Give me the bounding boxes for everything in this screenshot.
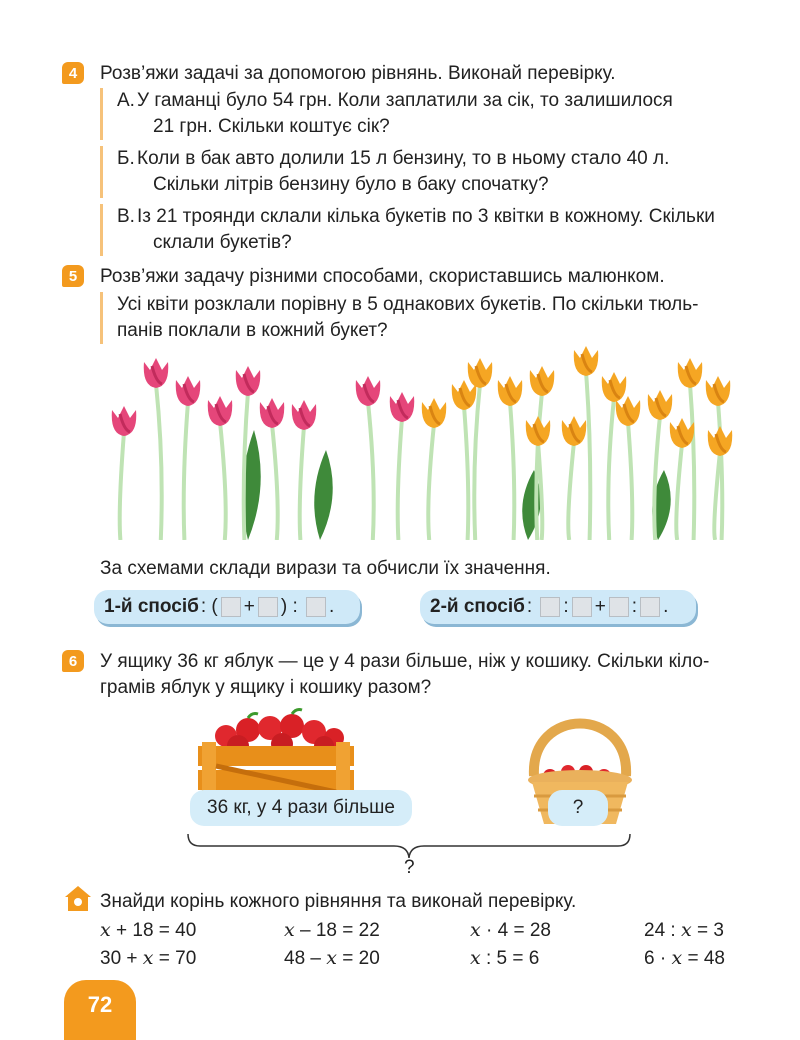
item-label: В. [117,206,135,227]
equation: 6 · x = 48 [644,947,725,969]
yellow-tulip [602,372,627,540]
task-4-badge: 4 [62,62,84,84]
page-number: 72 [64,980,136,1040]
scheme-label: 2-й спосіб [430,596,525,617]
item-text: У гаманці було 54 грн. Коли заплатили за сік, то залишилося [137,90,673,111]
pink-tulip [260,398,285,540]
yellow-tulip [468,358,493,540]
item-label: А. [117,90,135,111]
task-5-line: панів поклали в кожний букет? [117,320,388,341]
crate-label: 36 кг, у 4 рази більше [190,790,412,826]
total-brace [186,832,632,860]
tulip-leaf [314,450,333,540]
item-text: Скільки літрів бензину було в баку спочатку? [153,174,549,195]
item-text: Коли в бак авто долили 15 л бензину, то в ньому стало 40 л. [137,148,670,169]
equation: 48 – x = 20 [284,947,380,969]
blank-box[interactable] [221,597,241,617]
equation: 30 + x = 70 [100,947,197,969]
home-task-icon [64,884,92,912]
tulips-illustration [98,340,748,540]
task-4-title: Розв’яжи задачі за допомогою рівнянь. Виконай перевірку. [100,63,616,84]
yellow-tulip [498,376,523,540]
task-4-item-b [100,146,748,198]
equation: x · 4 = 28 [470,919,551,941]
task-5-badge: 5 [62,265,84,287]
task-5-text [100,292,748,344]
scheme-way-2: 2-й спосіб : : + : . [420,590,696,624]
pink-tulip [390,392,415,540]
yellow-tulip [562,416,587,540]
blank-box[interactable] [609,597,629,617]
pink-tulip [144,358,169,540]
equation: 24 : x = 3 [644,919,724,941]
blank-box[interactable] [640,597,660,617]
pink-tulip [208,396,233,540]
scheme-way-1: 1-й спосіб : ( + ) : . [94,590,360,624]
item-text: Із 21 троянди склали кілька букетів по 3 квітки в кожному. Скільки [137,206,715,227]
pink-tulip [176,376,201,540]
equation: x : 5 = 6 [470,947,540,969]
task-5-line: Усі квіти розклали порівну в 5 однакових букетів. По скільки тюль- [117,294,699,315]
pink-tulip [356,376,381,540]
task-4-item-v [100,204,748,256]
blank-box[interactable] [572,597,592,617]
task-6-badge: 6 [62,650,84,672]
blank-box[interactable] [540,597,560,617]
blank-box[interactable] [306,597,326,617]
task-6-line-1: У ящику 36 кг яблук — це у 4 рази більше, ніж у кошику. Скільки кіло- [100,651,710,672]
basket-label: ? [548,790,608,826]
equation: x – 18 = 22 [284,919,380,941]
task-5-instruction: За схемами склади вирази та обчисли їх значення. [100,558,551,579]
yellow-tulip [616,396,641,540]
equation: x + 18 = 40 [100,919,197,941]
item-text: склали букетів? [153,232,292,253]
task-5-title: Розв’яжи задачу різними способами, скориставшись малюнком. [100,266,665,287]
total-label: ? [404,857,415,878]
blank-box[interactable] [258,597,278,617]
pink-tulip [292,400,317,540]
item-label: Б. [117,148,135,169]
yellow-tulip [422,398,447,540]
task-4-item-a [100,88,748,140]
yellow-tulip [670,418,695,540]
homework-title: Знайди корінь кожного рівняння та виконай перевірку. [100,891,577,912]
task-6-line-2: грамів яблук у ящику і кошику разом? [100,677,432,698]
scheme-label: 1-й спосіб [104,596,199,617]
pink-tulip [112,406,137,540]
item-text: 21 грн. Скільки коштує сік? [153,116,390,137]
yellow-tulip [708,426,733,540]
